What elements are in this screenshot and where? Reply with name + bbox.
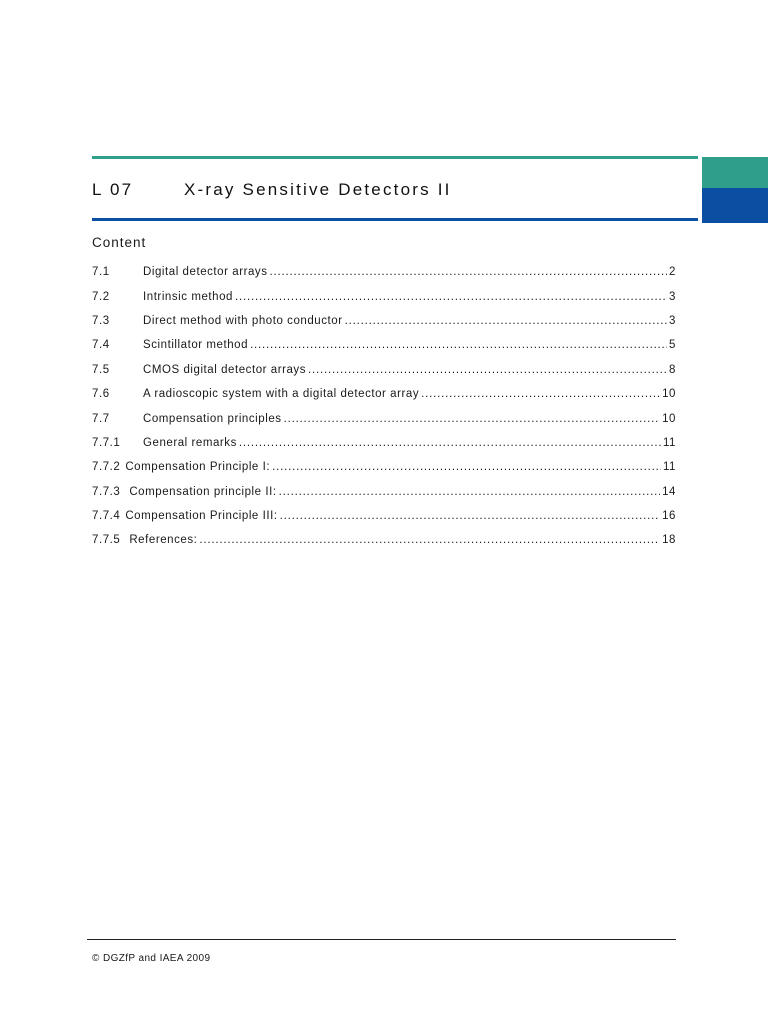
toc-entry-page: 16 xyxy=(662,510,676,523)
table-of-contents xyxy=(92,260,676,553)
toc-entry-title: Compensation Principle III: xyxy=(125,510,278,523)
toc-leader-dots xyxy=(421,388,660,400)
toc-entry-number: 7.7.5 xyxy=(92,534,121,547)
toc-entry-number: 7.4 xyxy=(92,339,110,352)
chapter-title: X-ray Sensitive Detectors II xyxy=(184,180,452,199)
toc-entry[interactable] xyxy=(92,284,676,308)
toc-entry-title: Compensation Principle I: xyxy=(125,461,271,474)
toc-entry[interactable] xyxy=(92,455,676,479)
toc-leader-dots xyxy=(345,315,667,327)
toc-entry[interactable] xyxy=(92,333,676,357)
toc-leader-dots xyxy=(270,266,668,278)
header-top-rule xyxy=(92,156,698,159)
toc-entry-page: 18 xyxy=(662,534,676,547)
footer-rule xyxy=(87,939,676,940)
toc-leader-dots xyxy=(239,437,661,449)
chapter-code: L 07 xyxy=(92,180,134,199)
toc-entry[interactable] xyxy=(92,309,676,333)
toc-entry-title: CMOS digital detector arrays xyxy=(143,363,307,376)
toc-entry[interactable] xyxy=(92,431,676,455)
toc-entry-page: 8 xyxy=(669,363,676,376)
side-tab-blue xyxy=(702,188,768,223)
toc-leader-dots xyxy=(199,534,660,546)
toc-leader-dots xyxy=(308,364,667,376)
toc-entry[interactable] xyxy=(92,382,676,406)
toc-entry-number: 7.3 xyxy=(92,314,110,327)
toc-entry-number: 7.7.2 xyxy=(92,461,121,474)
toc-entry-title: Intrinsic method xyxy=(143,290,233,303)
toc-entry-number: 7.1 xyxy=(92,266,110,279)
toc-entry-number: 7.7.1 xyxy=(92,436,121,449)
toc-entry[interactable] xyxy=(92,260,676,284)
toc-entry-page: 3 xyxy=(669,290,676,303)
toc-entry-title: General remarks xyxy=(143,436,237,449)
toc-entry[interactable] xyxy=(92,504,676,528)
toc-leader-dots xyxy=(279,486,661,498)
toc-entry[interactable] xyxy=(92,480,676,504)
toc-entry-title: Compensation principles xyxy=(143,412,282,425)
content-heading: Content xyxy=(92,235,147,250)
toc-entry-number: 7.5 xyxy=(92,363,110,376)
toc-entry-title: Compensation principle II: xyxy=(129,485,277,498)
toc-leader-dots xyxy=(235,291,667,303)
toc-entry-page: 2 xyxy=(669,266,676,279)
toc-entry[interactable] xyxy=(92,406,676,430)
toc-entry-title: Direct method with photo conductor xyxy=(143,314,343,327)
toc-entry-number: 7.6 xyxy=(92,388,110,401)
header-bottom-rule xyxy=(92,218,698,221)
toc-entry-title: Digital detector arrays xyxy=(143,266,268,279)
toc-leader-dots xyxy=(284,413,661,425)
toc-entry-page: 5 xyxy=(669,339,676,352)
toc-entry-title: References: xyxy=(129,534,198,547)
toc-entry-page: 10 xyxy=(662,388,676,401)
toc-leader-dots xyxy=(272,461,661,473)
toc-entry[interactable] xyxy=(92,528,676,552)
toc-entry-title: Scintillator method xyxy=(143,339,249,352)
chapter-header xyxy=(92,180,692,206)
toc-entry-number: 7.2 xyxy=(92,290,110,303)
toc-entry[interactable] xyxy=(92,358,676,382)
toc-entry-number: 7.7 xyxy=(92,412,110,425)
toc-entry-number: 7.7.3 xyxy=(92,485,121,498)
toc-entry-page: 10 xyxy=(662,412,676,425)
toc-entry-page: 11 xyxy=(662,461,676,474)
toc-leader-dots xyxy=(280,510,660,522)
toc-entry-page: 14 xyxy=(662,485,676,498)
toc-entry-page: 11 xyxy=(662,436,676,449)
toc-leader-dots xyxy=(250,339,667,351)
footer-copyright: © DGZfP and IAEA 2009 xyxy=(92,953,211,964)
toc-entry-number: 7.7.4 xyxy=(92,510,121,523)
toc-entry-page: 3 xyxy=(669,314,676,327)
side-tab-teal xyxy=(702,157,768,188)
toc-entry-title: A radioscopic system with a digital detector array xyxy=(143,388,420,401)
